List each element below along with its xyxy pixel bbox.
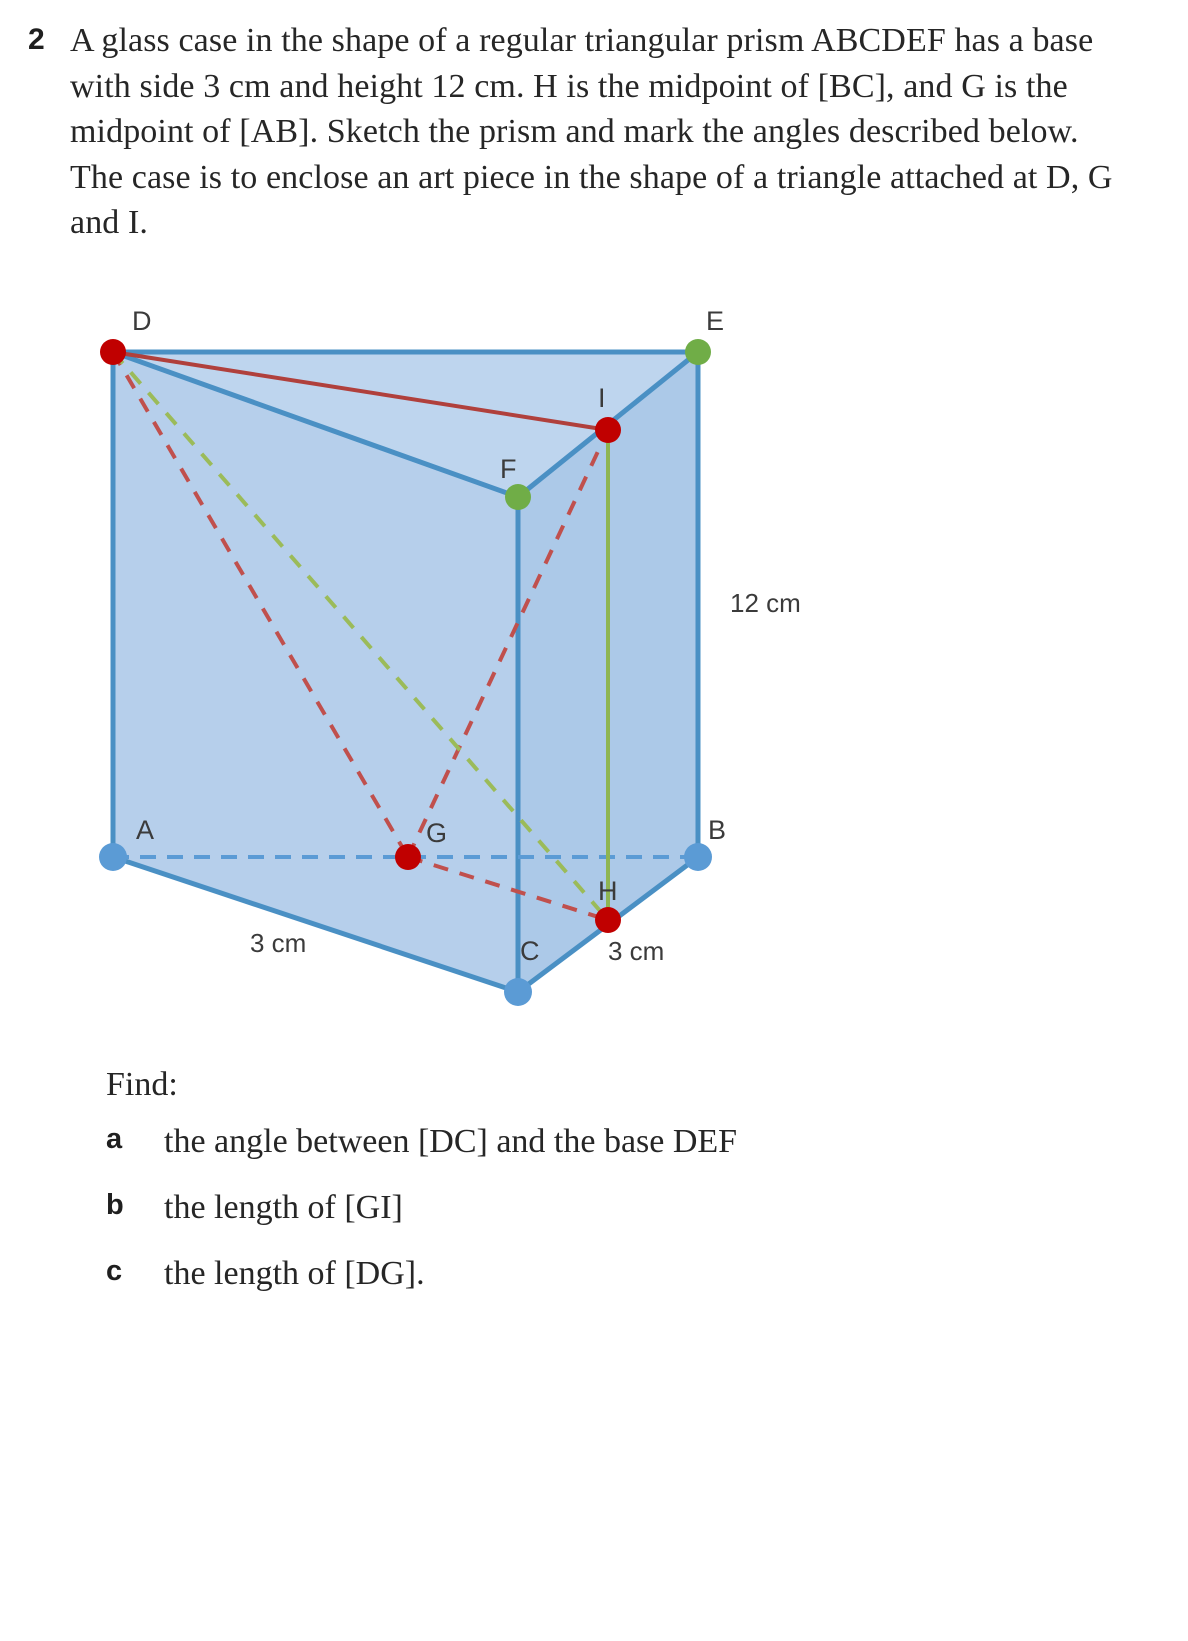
- vertex-i: [595, 417, 621, 443]
- part-c-text: the length of [DG].: [164, 1255, 425, 1293]
- label-d: D: [132, 305, 152, 336]
- label-a: A: [136, 814, 155, 845]
- part-b-text: the length of [GI]: [164, 1188, 403, 1226]
- vertex-f: [505, 484, 531, 510]
- part-c-letter: c: [106, 1255, 123, 1288]
- question-text: A glass case in the shape of a regular triangular prism ABCDEF has a base with side 3 cm and height 12 cm. H is the midpoint of [BC], and G is the midpoint of [AB]. Sketch the prism and mark the angles described below. The case is to enclose an art piece in the shape of a triangle attached at D, G and I.: [70, 22, 1113, 242]
- part-c: [106, 1252, 1160, 1296]
- vertex-c: [504, 978, 532, 1006]
- part-a: [106, 1120, 1160, 1164]
- vertex-b: [684, 843, 712, 871]
- label-c: C: [520, 935, 540, 966]
- label-f: F: [500, 453, 517, 484]
- vertex-d: [100, 339, 126, 365]
- vertex-g: [395, 844, 421, 870]
- find-parts: [106, 1120, 1160, 1297]
- part-a-letter: a: [106, 1122, 123, 1155]
- prism-figure: [68, 272, 1128, 1032]
- label-e: E: [706, 305, 725, 336]
- label-b: B: [708, 814, 727, 845]
- label-g: G: [426, 817, 448, 848]
- label-i: I: [598, 382, 606, 413]
- part-b: [106, 1186, 1160, 1230]
- label-h: H: [598, 875, 618, 906]
- question-number: 2: [28, 23, 45, 56]
- part-b-letter: b: [106, 1188, 124, 1221]
- find-label: Find:: [106, 1065, 178, 1103]
- vertex-e: [685, 339, 711, 365]
- question-block: [28, 18, 1160, 246]
- vertex-h: [595, 907, 621, 933]
- vertex-a: [99, 843, 127, 871]
- dimension-base-right: 3 cm: [608, 935, 665, 966]
- part-a-text: the angle between [DC] and the base DEF: [164, 1122, 738, 1160]
- dimension-base-left: 3 cm: [250, 927, 307, 958]
- dimension-height: 12 cm: [730, 587, 801, 618]
